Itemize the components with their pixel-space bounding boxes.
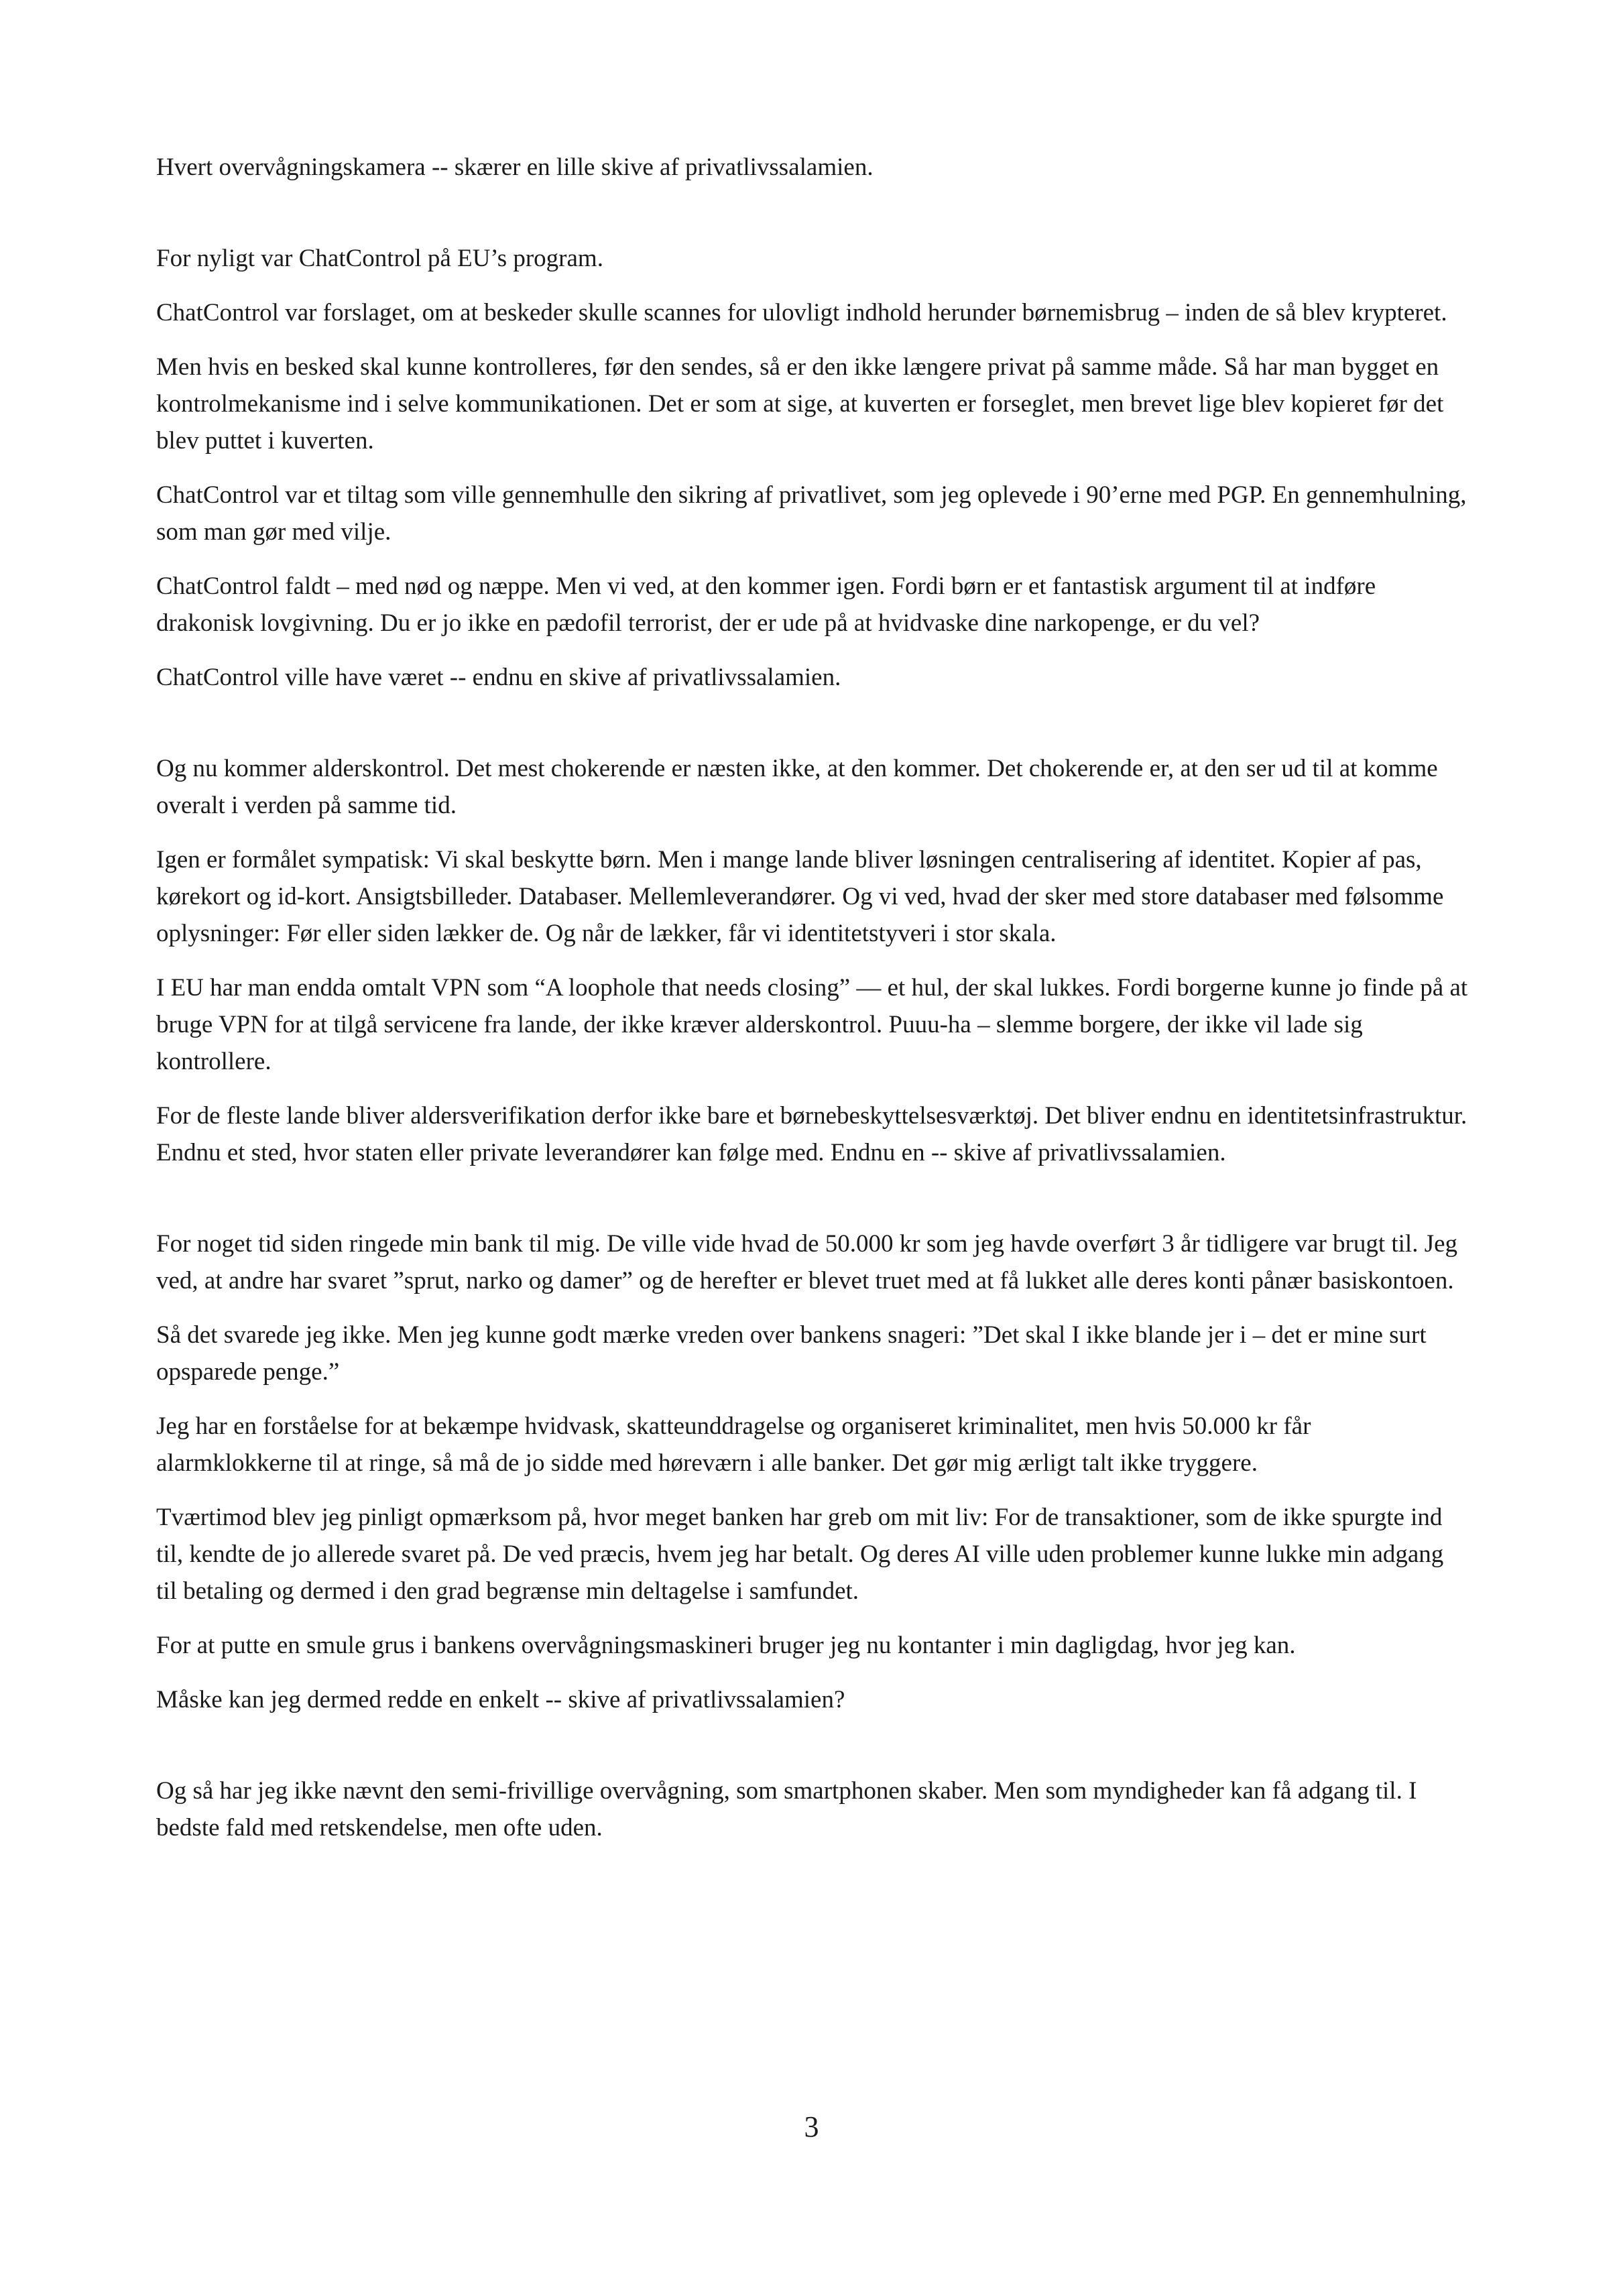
paragraph: Jeg har en forståelse for at bekæmpe hvidvask, skatteunddragelse og organiseret kriminalitet, men hvis 50.000 kr får alarmklokkerne til at ringe, så må de jo sidde med høreværn i alle banker. Det gør mig ærligt talt ikke tryggere. [156,1412,1311,1477]
section-chatcontrol [156,240,1470,696]
section-smartphone [156,1772,1470,1846]
paragraph: Måske kan jeg dermed redde en enkelt -- skive af privatlivssalamien? [156,1686,845,1713]
section-bank [156,1225,1470,1718]
paragraph: Igen er formålet sympatisk: Vi skal beskytte børn. Men i mange lande bliver løsningen centralisering af identitet. Kopier af pas, kørekort og id-kort. Ansigtsbilleder. Databaser. Mellemleverandører. Og vi ved, hvad der sker med store databaser med følsomme oplysninger: Før eller siden lækker de. Og når de lækker, får vi identitetstyveri i stor skala. [156,846,1444,947]
paragraph: Og nu kommer alderskontrol. Det mest chokerende er næsten ikke, at den kommer. Det chokerende er, at den ser ud til at komme overalt i verden på samme tid. [156,755,1438,819]
section-gap [156,713,1470,750]
paragraph: Tværtimod blev jeg pinligt opmærksom på, hvor meget banken har greb om mit liv: For de transaktioner, som de ikke spurgte ind til, kendte de jo allerede svaret på. De ved præcis, hvem jeg har betalt. Og deres AI ville uden problemer kunne lukke min adgang til betaling og dermed i den grad begrænse min deltagelse i samfundet. [156,1504,1444,1605]
paragraph: ChatControl faldt – med nød og næppe. Men vi ved, at den kommer igen. Fordi børn er et fantastisk argument til at indføre drakonisk lovgivning. Du er jo ikke en pædofil terrorist, der er ude på at hvidvaske dine narkopenge, er du vel? [156,572,1376,637]
paragraph: ChatControl var et tiltag som ville gennemhulle den sikring af privatlivet, som jeg oplevede i 90’erne med PGP. En gennemhulning, som man gør med vilje. [156,481,1467,546]
paragraph: Men hvis en besked skal kunne kontrolleres, før den sendes, så er den ikke længere privat på samme måde. Så har man bygget en kontrolmekanisme ind i selve kommunikationen. Det er som at sige, at kuverten er forseglet, men brevet lige blev kopieret før det blev puttet i kuverten. [156,353,1444,455]
paragraph: For nyligt var ChatControl på EU’s program. [156,245,603,272]
paragraph: ChatControl ville have været -- endnu en skive af privatlivssalamien. [156,664,841,691]
page-body [156,149,1470,1864]
section-intro [156,149,1470,186]
paragraph: I EU har man endda omtalt VPN som “A loophole that needs closing” — et hul, der skal lukkes. Fordi borgerne kunne jo finde på at bruge VPN for at tilgå servicene fra lande, der ikke kræver alderskontrol. Puuu-ha – slemme borgere, der ikke vil lade sig kontrollere. [156,974,1468,1075]
section-gap [156,1736,1470,1772]
paragraph: ChatControl var forslaget, om at beskeder skulle scannes for ulovligt indhold herunder børnemisbrug – inden de så blev krypteret. [156,299,1447,326]
section-gap [156,203,1470,240]
paragraph: Så det svarede jeg ikke. Men jeg kunne godt mærke vreden over bankens snageri: ”Det skal I ikke blande jer i – det er mine surt opsparede penge.” [156,1321,1427,1386]
paragraph: For at putte en smule grus i bankens overvågningsmaskineri bruger jeg nu kontanter i min dagligdag, hvor jeg kan. [156,1632,1296,1659]
paragraph: Hvert overvågningskamera -- skærer en lille skive af privatlivssalamien. [156,154,874,181]
page-number: 3 [804,2110,819,2143]
paragraph: For de fleste lande bliver aldersverifikation derfor ikke bare et børnebeskyttelsesværktøj. Det bliver endnu en identitetsinfrastruktur. Endnu et sted, hvor staten eller private leverandører kan følge med. Endnu en -- skive af privatlivssalamien. [156,1102,1467,1166]
paragraph: For noget tid siden ringede min bank til mig. De ville vide hvad de 50.000 kr som jeg havde overført 3 år tidligere var brugt til. Jeg ved, at andre har svaret ”sprut, narko og damer” og de herefter er blevet truet med at få lukket alle deres konti pånær basiskontoen. [156,1230,1458,1294]
section-gap [156,1189,1470,1225]
paragraph: Og så har jeg ikke nævnt den semi-frivillige overvågning, som smartphonen skaber. Men som myndigheder kan få adgang til. I bedste fald med retskendelse, men ofte uden. [156,1777,1417,1841]
section-age-verification [156,750,1470,1171]
